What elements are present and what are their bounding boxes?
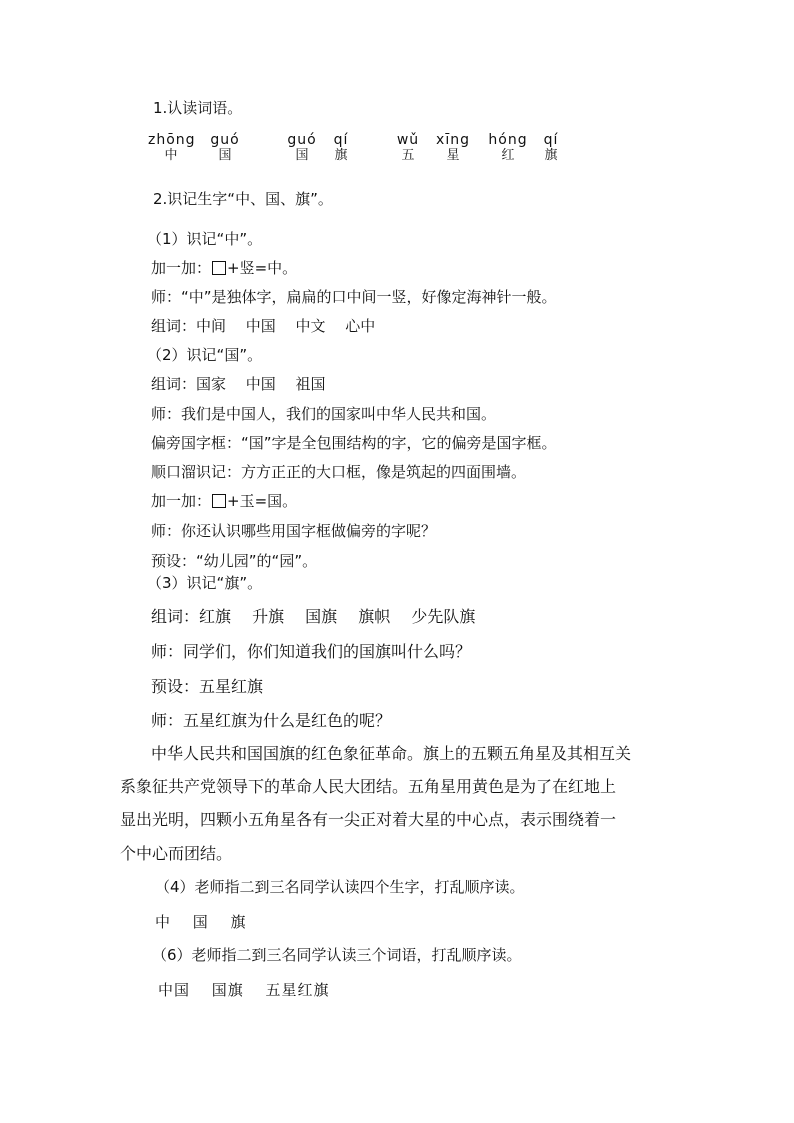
zhong-heading: （1）识记“中”。: [147, 230, 263, 248]
qi-teacher-q1: 师：同学们，你们知道我们的国旗叫什么吗？: [151, 642, 472, 661]
paragraph-line: 个中心而团结。: [120, 844, 233, 863]
ruby-item: hóng 红: [488, 132, 528, 163]
ruby-item: guó 国: [287, 132, 317, 163]
three-words: 中国 国旗 五星红旗: [158, 981, 330, 999]
three-characters: 中 国 旗: [155, 913, 247, 931]
guo-question: 师：你还认识哪些用国字框做偏旁的字呢？: [151, 522, 437, 540]
paragraph-line: 系象征共产党领导下的革命人民大团结。五角星用黄色是为了在红地上: [120, 777, 617, 796]
kou-box-icon: [212, 261, 226, 275]
step-4: （4）老师指二到三名同学认读四个生字，打乱顺序读。: [155, 878, 525, 896]
ruby-item: zhōng 中: [148, 132, 196, 163]
paragraph-line: 显出光明，四颗小五角星各有一尖正对着大星的中心点，表示围绕着一: [120, 810, 617, 829]
ruby-item: qí 旗: [543, 132, 559, 163]
qi-teacher-q2: 师：五星红旗为什么是红色的呢？: [151, 711, 392, 730]
guo-rhyme: 顺口溜识记：方方正正的大口框，像是筑起的四面围墙。: [151, 463, 527, 481]
guo-teacher: 师：我们是中国人，我们的国家叫中华人民共和国。: [151, 405, 497, 423]
ruby-item: qí 旗: [333, 132, 349, 163]
step-6: （6）老师指二到三名同学认读三个词语，打乱顺序读。: [152, 946, 522, 964]
ruby-item: wǔ 五: [396, 132, 420, 163]
zhong-teacher: 师：“中”是独体字，扁扁的口中间一竖，好像定海神针一般。: [151, 288, 557, 306]
guo-words: 组词：国家 中国 祖国: [151, 375, 326, 393]
qi-heading: （3）识记“旗”。: [147, 574, 263, 592]
paragraph-line: 中华人民共和国国旗的红色象征革命。旗上的五颗五角星及其相互关: [151, 744, 632, 763]
section-1-title: 1.认读词语。: [153, 99, 243, 117]
guo-preset: 预设：“幼儿园”的“园”。: [151, 552, 318, 570]
qi-words: 组词：红旗 升旗 国旗 旗帜 少先队旗: [151, 607, 476, 626]
zhong-words: 组词：中间 中国 中文 心中: [151, 317, 376, 335]
guo-add: 加一加： +玉=国。: [151, 492, 298, 510]
pinyin-row: [148, 132, 568, 172]
guo-heading: （2）识记“国”。: [147, 346, 263, 364]
qi-preset: 预设：五星红旗: [151, 677, 264, 696]
ruby-item: guó 国: [210, 132, 240, 163]
ruby-item: xīng 星: [436, 132, 470, 163]
kou-box-icon: [212, 494, 226, 508]
section-2-title: 2.识记生字“中、国、旗”。: [153, 190, 333, 208]
guo-radical: 偏旁国字框：“国”字是全包围结构的字，它的偏旁是国字框。: [151, 434, 557, 452]
zhong-add: 加一加： +竖=中。: [151, 259, 298, 277]
